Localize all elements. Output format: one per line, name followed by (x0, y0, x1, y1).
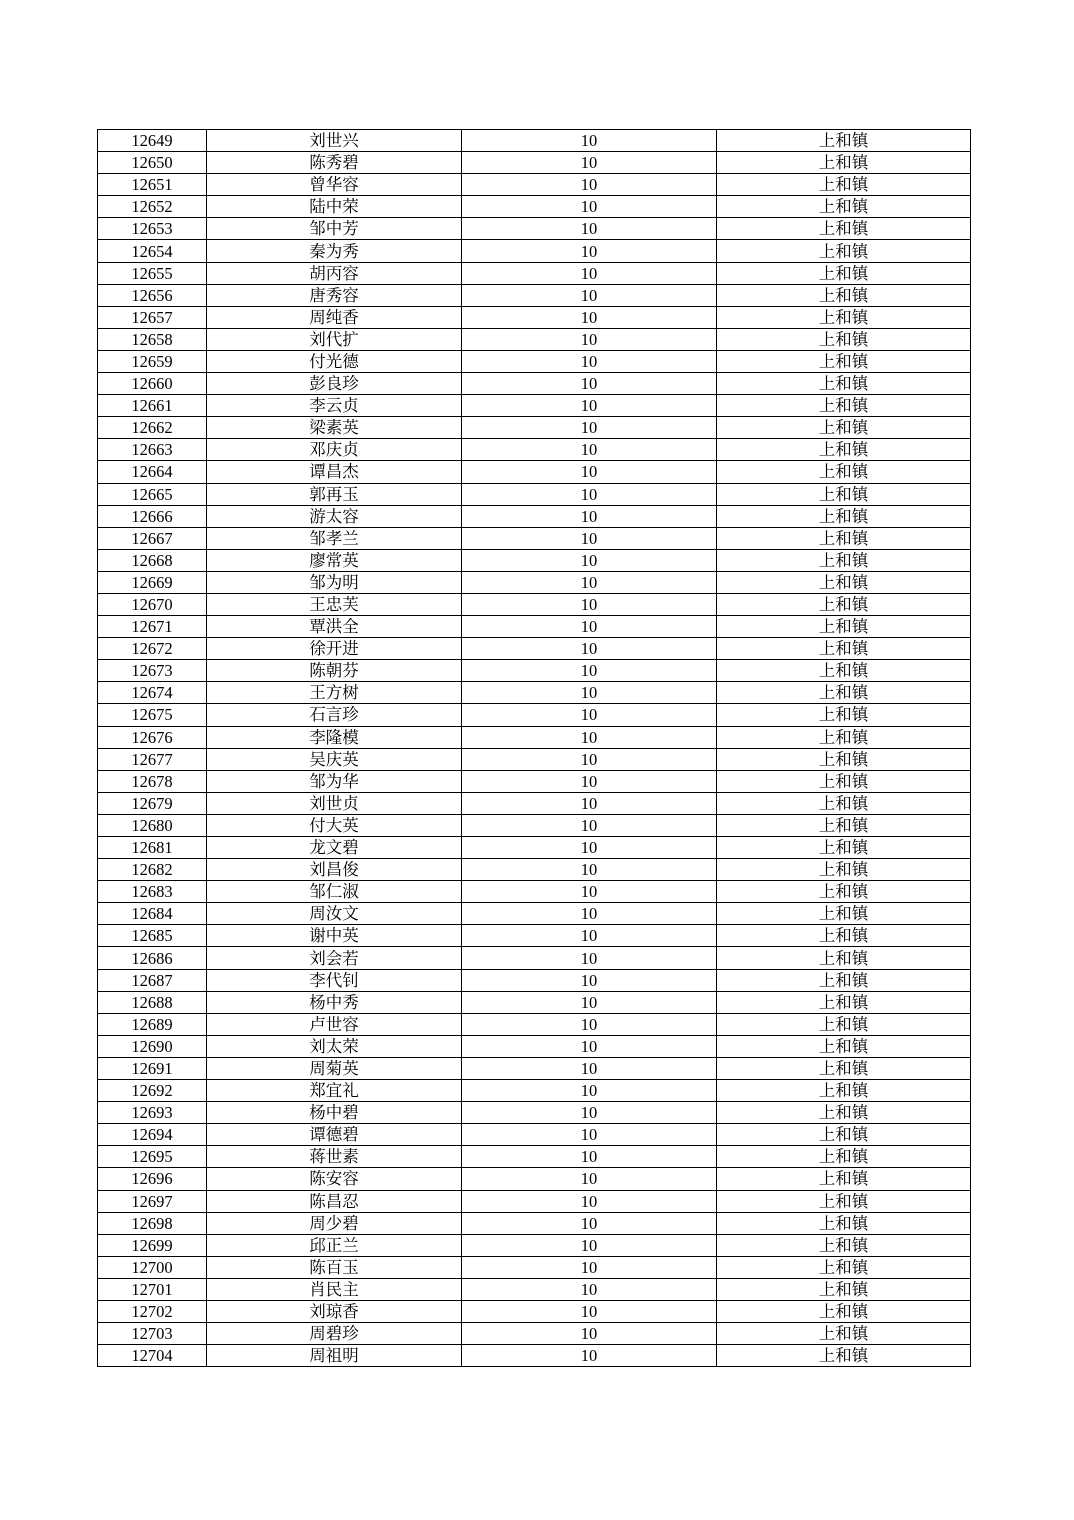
row-name-cell: 刘世兴 (207, 130, 462, 152)
row-amount-cell: 10 (462, 1124, 717, 1146)
row-amount-cell: 10 (462, 527, 717, 549)
row-name-cell: 周少碧 (207, 1212, 462, 1234)
row-id-cell: 12656 (98, 284, 207, 306)
row-amount-cell: 10 (462, 1300, 717, 1322)
row-name-cell: 付大英 (207, 814, 462, 836)
row-amount-cell: 10 (462, 417, 717, 439)
row-id-cell: 12670 (98, 593, 207, 615)
row-town-cell: 上和镇 (717, 1278, 971, 1300)
table-row (98, 881, 971, 903)
row-id-cell: 12666 (98, 505, 207, 527)
row-id-cell: 12667 (98, 527, 207, 549)
row-name-cell: 肖民主 (207, 1278, 462, 1300)
row-id-cell: 12653 (98, 218, 207, 240)
row-town-cell: 上和镇 (717, 527, 971, 549)
row-id-cell: 12685 (98, 925, 207, 947)
row-amount-cell: 10 (462, 1345, 717, 1367)
row-amount-cell: 10 (462, 837, 717, 859)
row-amount-cell: 10 (462, 373, 717, 395)
row-town-cell: 上和镇 (717, 306, 971, 328)
row-amount-cell: 10 (462, 328, 717, 350)
row-id-cell: 12659 (98, 350, 207, 372)
row-id-cell: 12663 (98, 439, 207, 461)
row-id-cell: 12686 (98, 947, 207, 969)
table-row (98, 505, 971, 527)
row-town-cell: 上和镇 (717, 174, 971, 196)
row-amount-cell: 10 (462, 1102, 717, 1124)
table-row (98, 1102, 971, 1124)
row-town-cell: 上和镇 (717, 616, 971, 638)
row-id-cell: 12672 (98, 638, 207, 660)
table-row (98, 174, 971, 196)
row-name-cell: 邹孝兰 (207, 527, 462, 549)
row-town-cell: 上和镇 (717, 549, 971, 571)
row-name-cell: 梁素英 (207, 417, 462, 439)
row-amount-cell: 10 (462, 130, 717, 152)
row-name-cell: 徐开进 (207, 638, 462, 660)
row-amount-cell: 10 (462, 859, 717, 881)
row-town-cell: 上和镇 (717, 947, 971, 969)
row-name-cell: 杨中碧 (207, 1102, 462, 1124)
table-row (98, 616, 971, 638)
row-town-cell: 上和镇 (717, 638, 971, 660)
row-name-cell: 刘代扩 (207, 328, 462, 350)
row-amount-cell: 10 (462, 1057, 717, 1079)
table-row (98, 527, 971, 549)
row-amount-cell: 10 (462, 1168, 717, 1190)
row-name-cell: 邹为华 (207, 770, 462, 792)
row-amount-cell: 10 (462, 439, 717, 461)
row-id-cell: 12704 (98, 1345, 207, 1367)
row-town-cell: 上和镇 (717, 991, 971, 1013)
row-id-cell: 12665 (98, 483, 207, 505)
row-amount-cell: 10 (462, 549, 717, 571)
row-id-cell: 12703 (98, 1323, 207, 1345)
table-row (98, 417, 971, 439)
row-amount-cell: 10 (462, 174, 717, 196)
row-town-cell: 上和镇 (717, 1256, 971, 1278)
row-id-cell: 12671 (98, 616, 207, 638)
row-town-cell: 上和镇 (717, 1102, 971, 1124)
row-id-cell: 12695 (98, 1146, 207, 1168)
row-name-cell: 刘昌俊 (207, 859, 462, 881)
table-row (98, 240, 971, 262)
row-id-cell: 12664 (98, 461, 207, 483)
table-row (98, 1256, 971, 1278)
row-name-cell: 李隆模 (207, 726, 462, 748)
row-id-cell: 12677 (98, 748, 207, 770)
table-row (98, 1168, 971, 1190)
row-town-cell: 上和镇 (717, 395, 971, 417)
row-name-cell: 游太容 (207, 505, 462, 527)
row-town-cell: 上和镇 (717, 814, 971, 836)
table-row (98, 704, 971, 726)
table-row (98, 439, 971, 461)
row-amount-cell: 10 (462, 1234, 717, 1256)
row-town-cell: 上和镇 (717, 925, 971, 947)
row-id-cell: 12651 (98, 174, 207, 196)
table-row (98, 660, 971, 682)
row-town-cell: 上和镇 (717, 218, 971, 240)
row-name-cell: 郭再玉 (207, 483, 462, 505)
row-amount-cell: 10 (462, 262, 717, 284)
row-id-cell: 12692 (98, 1080, 207, 1102)
row-town-cell: 上和镇 (717, 505, 971, 527)
row-amount-cell: 10 (462, 1323, 717, 1345)
row-amount-cell: 10 (462, 814, 717, 836)
row-town-cell: 上和镇 (717, 726, 971, 748)
row-town-cell: 上和镇 (717, 1146, 971, 1168)
row-name-cell: 周碧珍 (207, 1323, 462, 1345)
row-town-cell: 上和镇 (717, 682, 971, 704)
table-row (98, 1013, 971, 1035)
row-id-cell: 12693 (98, 1102, 207, 1124)
row-id-cell: 12675 (98, 704, 207, 726)
table-row (98, 373, 971, 395)
row-town-cell: 上和镇 (717, 1057, 971, 1079)
row-name-cell: 秦为秀 (207, 240, 462, 262)
row-amount-cell: 10 (462, 1146, 717, 1168)
table-row (98, 350, 971, 372)
row-amount-cell: 10 (462, 1278, 717, 1300)
table-row (98, 218, 971, 240)
row-name-cell: 杨中秀 (207, 991, 462, 1013)
row-town-cell: 上和镇 (717, 152, 971, 174)
row-town-cell: 上和镇 (717, 969, 971, 991)
row-id-cell: 12679 (98, 792, 207, 814)
row-amount-cell: 10 (462, 461, 717, 483)
row-name-cell: 石言珍 (207, 704, 462, 726)
table-row (98, 549, 971, 571)
row-id-cell: 12657 (98, 306, 207, 328)
row-town-cell: 上和镇 (717, 704, 971, 726)
row-name-cell: 周祖明 (207, 1345, 462, 1367)
row-amount-cell: 10 (462, 616, 717, 638)
table-row (98, 1035, 971, 1057)
row-id-cell: 12688 (98, 991, 207, 1013)
row-town-cell: 上和镇 (717, 461, 971, 483)
row-name-cell: 邹中芳 (207, 218, 462, 240)
table-row (98, 284, 971, 306)
table-row (98, 395, 971, 417)
row-name-cell: 刘会若 (207, 947, 462, 969)
row-amount-cell: 10 (462, 593, 717, 615)
row-name-cell: 彭良珍 (207, 373, 462, 395)
row-name-cell: 陆中荣 (207, 196, 462, 218)
row-name-cell: 周汝文 (207, 903, 462, 925)
row-amount-cell: 10 (462, 1256, 717, 1278)
row-town-cell: 上和镇 (717, 593, 971, 615)
row-amount-cell: 10 (462, 196, 717, 218)
row-town-cell: 上和镇 (717, 1035, 971, 1057)
row-name-cell: 覃洪全 (207, 616, 462, 638)
row-id-cell: 12673 (98, 660, 207, 682)
row-amount-cell: 10 (462, 770, 717, 792)
row-name-cell: 周纯香 (207, 306, 462, 328)
row-name-cell: 刘琼香 (207, 1300, 462, 1322)
row-name-cell: 陈朝芬 (207, 660, 462, 682)
roster-table (97, 129, 971, 1367)
row-amount-cell: 10 (462, 306, 717, 328)
row-town-cell: 上和镇 (717, 240, 971, 262)
row-town-cell: 上和镇 (717, 196, 971, 218)
row-amount-cell: 10 (462, 505, 717, 527)
row-name-cell: 龙文碧 (207, 837, 462, 859)
table-row (98, 947, 971, 969)
row-amount-cell: 10 (462, 571, 717, 593)
row-amount-cell: 10 (462, 240, 717, 262)
table-row (98, 1146, 971, 1168)
row-name-cell: 周菊英 (207, 1057, 462, 1079)
row-town-cell: 上和镇 (717, 770, 971, 792)
row-town-cell: 上和镇 (717, 417, 971, 439)
row-amount-cell: 10 (462, 483, 717, 505)
table-row (98, 1212, 971, 1234)
row-name-cell: 廖常英 (207, 549, 462, 571)
row-id-cell: 12650 (98, 152, 207, 174)
roster-table-body (98, 130, 971, 1367)
row-id-cell: 12684 (98, 903, 207, 925)
table-row (98, 1057, 971, 1079)
row-town-cell: 上和镇 (717, 571, 971, 593)
row-name-cell: 卢世容 (207, 1013, 462, 1035)
row-id-cell: 12655 (98, 262, 207, 284)
table-row (98, 859, 971, 881)
row-amount-cell: 10 (462, 1190, 717, 1212)
row-name-cell: 邓庆贞 (207, 439, 462, 461)
row-id-cell: 12696 (98, 1168, 207, 1190)
table-row (98, 483, 971, 505)
row-town-cell: 上和镇 (717, 373, 971, 395)
table-row (98, 837, 971, 859)
row-id-cell: 12702 (98, 1300, 207, 1322)
row-amount-cell: 10 (462, 881, 717, 903)
row-amount-cell: 10 (462, 947, 717, 969)
table-row (98, 770, 971, 792)
row-id-cell: 12680 (98, 814, 207, 836)
row-name-cell: 邹仁淑 (207, 881, 462, 903)
row-id-cell: 12698 (98, 1212, 207, 1234)
table-row (98, 571, 971, 593)
row-id-cell: 12687 (98, 969, 207, 991)
row-name-cell: 李云贞 (207, 395, 462, 417)
table-row (98, 1234, 971, 1256)
row-name-cell: 李代钊 (207, 969, 462, 991)
row-amount-cell: 10 (462, 748, 717, 770)
row-amount-cell: 10 (462, 152, 717, 174)
row-name-cell: 陈秀碧 (207, 152, 462, 174)
table-row (98, 1323, 971, 1345)
row-amount-cell: 10 (462, 350, 717, 372)
row-town-cell: 上和镇 (717, 903, 971, 925)
row-name-cell: 曾华容 (207, 174, 462, 196)
row-id-cell: 12652 (98, 196, 207, 218)
row-id-cell: 12701 (98, 1278, 207, 1300)
row-name-cell: 谭德碧 (207, 1124, 462, 1146)
table-row (98, 1300, 971, 1322)
table-row (98, 792, 971, 814)
row-town-cell: 上和镇 (717, 881, 971, 903)
row-id-cell: 12697 (98, 1190, 207, 1212)
row-name-cell: 谢中英 (207, 925, 462, 947)
row-id-cell: 12694 (98, 1124, 207, 1146)
table-row (98, 814, 971, 836)
row-id-cell: 12662 (98, 417, 207, 439)
table-row (98, 306, 971, 328)
row-id-cell: 12669 (98, 571, 207, 593)
row-id-cell: 12660 (98, 373, 207, 395)
row-id-cell: 12668 (98, 549, 207, 571)
row-name-cell: 陈安容 (207, 1168, 462, 1190)
table-row (98, 1190, 971, 1212)
row-name-cell: 邹为明 (207, 571, 462, 593)
row-town-cell: 上和镇 (717, 792, 971, 814)
row-town-cell: 上和镇 (717, 1345, 971, 1367)
row-id-cell: 12683 (98, 881, 207, 903)
row-town-cell: 上和镇 (717, 1124, 971, 1146)
row-town-cell: 上和镇 (717, 439, 971, 461)
row-name-cell: 付光德 (207, 350, 462, 372)
row-town-cell: 上和镇 (717, 1080, 971, 1102)
row-amount-cell: 10 (462, 1212, 717, 1234)
table-row (98, 925, 971, 947)
table-row (98, 152, 971, 174)
row-name-cell: 郑宜礼 (207, 1080, 462, 1102)
row-id-cell: 12681 (98, 837, 207, 859)
row-town-cell: 上和镇 (717, 1323, 971, 1345)
row-amount-cell: 10 (462, 284, 717, 306)
row-town-cell: 上和镇 (717, 1013, 971, 1035)
row-id-cell: 12654 (98, 240, 207, 262)
row-amount-cell: 10 (462, 1013, 717, 1035)
row-amount-cell: 10 (462, 903, 717, 925)
row-town-cell: 上和镇 (717, 328, 971, 350)
roster-sheet (97, 129, 970, 1367)
row-name-cell: 胡丙容 (207, 262, 462, 284)
row-town-cell: 上和镇 (717, 350, 971, 372)
row-town-cell: 上和镇 (717, 284, 971, 306)
row-id-cell: 12661 (98, 395, 207, 417)
row-id-cell: 12658 (98, 328, 207, 350)
row-id-cell: 12676 (98, 726, 207, 748)
table-row (98, 991, 971, 1013)
row-amount-cell: 10 (462, 1035, 717, 1057)
row-town-cell: 上和镇 (717, 859, 971, 881)
table-row (98, 593, 971, 615)
table-row (98, 328, 971, 350)
table-row (98, 1080, 971, 1102)
row-town-cell: 上和镇 (717, 1190, 971, 1212)
row-amount-cell: 10 (462, 792, 717, 814)
row-amount-cell: 10 (462, 726, 717, 748)
row-id-cell: 12649 (98, 130, 207, 152)
row-amount-cell: 10 (462, 1080, 717, 1102)
row-name-cell: 陈昌忍 (207, 1190, 462, 1212)
row-name-cell: 唐秀容 (207, 284, 462, 306)
row-amount-cell: 10 (462, 704, 717, 726)
row-amount-cell: 10 (462, 682, 717, 704)
row-name-cell: 吴庆英 (207, 748, 462, 770)
table-row (98, 1124, 971, 1146)
row-amount-cell: 10 (462, 638, 717, 660)
table-row (98, 748, 971, 770)
row-amount-cell: 10 (462, 925, 717, 947)
row-id-cell: 12690 (98, 1035, 207, 1057)
table-row (98, 682, 971, 704)
row-amount-cell: 10 (462, 991, 717, 1013)
row-name-cell: 刘太荣 (207, 1035, 462, 1057)
row-town-cell: 上和镇 (717, 660, 971, 682)
row-name-cell: 邱正兰 (207, 1234, 462, 1256)
row-name-cell: 王忠芙 (207, 593, 462, 615)
row-name-cell: 刘世贞 (207, 792, 462, 814)
table-row (98, 461, 971, 483)
row-town-cell: 上和镇 (717, 483, 971, 505)
row-name-cell: 王方树 (207, 682, 462, 704)
row-name-cell: 陈百玉 (207, 1256, 462, 1278)
row-town-cell: 上和镇 (717, 262, 971, 284)
row-town-cell: 上和镇 (717, 1234, 971, 1256)
row-amount-cell: 10 (462, 218, 717, 240)
row-id-cell: 12689 (98, 1013, 207, 1035)
table-row (98, 969, 971, 991)
row-town-cell: 上和镇 (717, 837, 971, 859)
row-name-cell: 蒋世素 (207, 1146, 462, 1168)
row-town-cell: 上和镇 (717, 1212, 971, 1234)
row-id-cell: 12700 (98, 1256, 207, 1278)
table-row (98, 196, 971, 218)
table-row (98, 903, 971, 925)
row-id-cell: 12682 (98, 859, 207, 881)
row-town-cell: 上和镇 (717, 130, 971, 152)
row-id-cell: 12674 (98, 682, 207, 704)
row-town-cell: 上和镇 (717, 1168, 971, 1190)
row-name-cell: 谭昌杰 (207, 461, 462, 483)
table-row (98, 1345, 971, 1367)
row-amount-cell: 10 (462, 969, 717, 991)
row-id-cell: 12678 (98, 770, 207, 792)
table-row (98, 638, 971, 660)
row-amount-cell: 10 (462, 660, 717, 682)
row-amount-cell: 10 (462, 395, 717, 417)
table-row (98, 262, 971, 284)
table-row (98, 1278, 971, 1300)
row-id-cell: 12699 (98, 1234, 207, 1256)
row-town-cell: 上和镇 (717, 748, 971, 770)
table-row (98, 130, 971, 152)
row-id-cell: 12691 (98, 1057, 207, 1079)
row-town-cell: 上和镇 (717, 1300, 971, 1322)
table-row (98, 726, 971, 748)
